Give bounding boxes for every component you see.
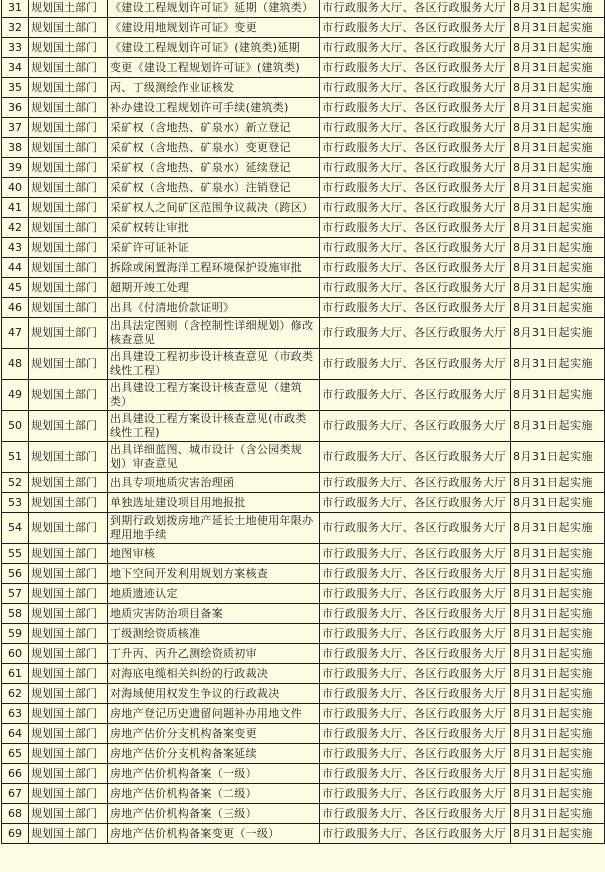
service-item-cell: 采矿许可证补证 <box>108 238 320 258</box>
table-row <box>2 473 605 493</box>
row-number: 43 <box>2 238 29 258</box>
location-cell: 市行政服务大厅、各区行政服务大厅 <box>320 684 511 704</box>
department-cell: 规划国土部门 <box>29 704 108 724</box>
service-item-cell: 采矿权人之间矿区范围争议裁决（跨区） <box>108 198 320 218</box>
location-cell: 市行政服务大厅、各区行政服务大厅 <box>320 704 511 724</box>
effective-date-cell: 8月31日起实施 <box>511 158 605 178</box>
department-cell: 规划国土部门 <box>29 380 108 411</box>
location-cell: 市行政服务大厅、各区行政服务大厅 <box>320 118 511 138</box>
row-number: 45 <box>2 278 29 298</box>
service-item-cell: 到期行政划拨房地产延长土地使用年限办理用地手续 <box>108 513 320 544</box>
table-row <box>2 98 605 118</box>
service-item-cell: 房地产估价机构备案（一级） <box>108 764 320 784</box>
service-item-cell: 出具建设工程方案设计核查意见（建筑类） <box>108 380 320 411</box>
table-row <box>2 258 605 278</box>
department-cell: 规划国土部门 <box>29 624 108 644</box>
row-number: 58 <box>2 604 29 624</box>
location-cell: 市行政服务大厅、各区行政服务大厅 <box>320 198 511 218</box>
effective-date-cell: 8月31日起实施 <box>511 513 605 544</box>
service-item-cell: 丁级测绘资质核准 <box>108 624 320 644</box>
department-cell: 规划国土部门 <box>29 58 108 78</box>
table-row <box>2 238 605 258</box>
service-item-cell: 超期开竣工处理 <box>108 278 320 298</box>
service-item-cell: 补办建设工程规划许可手续(建筑类) <box>108 98 320 118</box>
service-item-cell: 地下空间开发利用规划方案核查 <box>108 564 320 584</box>
department-cell: 规划国土部门 <box>29 584 108 604</box>
table-row <box>2 764 605 784</box>
effective-date-cell: 8月31日起实施 <box>511 198 605 218</box>
table-row <box>2 744 605 764</box>
department-cell: 规划国土部门 <box>29 493 108 513</box>
table-row <box>2 318 605 349</box>
location-cell: 市行政服务大厅、各区行政服务大厅 <box>320 0 511 18</box>
table-row <box>2 380 605 411</box>
table-row <box>2 118 605 138</box>
effective-date-cell: 8月31日起实施 <box>511 298 605 318</box>
row-number: 56 <box>2 564 29 584</box>
table-row <box>2 624 605 644</box>
department-cell: 规划国土部门 <box>29 604 108 624</box>
row-number: 67 <box>2 784 29 804</box>
service-item-cell: 地质灾害防治项目备案 <box>108 604 320 624</box>
service-item-cell: 采矿权转让审批 <box>108 218 320 238</box>
table-row <box>2 349 605 380</box>
location-cell: 市行政服务大厅、各区行政服务大厅 <box>320 824 511 844</box>
table-row <box>2 804 605 824</box>
location-cell: 市行政服务大厅、各区行政服务大厅 <box>320 624 511 644</box>
effective-date-cell: 8月31日起实施 <box>511 644 605 664</box>
department-cell: 规划国土部门 <box>29 258 108 278</box>
service-item-cell: 房地产估价分支机构备案变更 <box>108 724 320 744</box>
table-row <box>2 38 605 58</box>
row-number: 40 <box>2 178 29 198</box>
department-cell: 规划国土部门 <box>29 98 108 118</box>
department-cell: 规划国土部门 <box>29 724 108 744</box>
effective-date-cell: 8月31日起实施 <box>511 18 605 38</box>
effective-date-cell: 8月31日起实施 <box>511 138 605 158</box>
effective-date-cell: 8月31日起实施 <box>511 380 605 411</box>
service-item-cell: 房地产登记历史遗留问题补办用地文件 <box>108 704 320 724</box>
table-row <box>2 564 605 584</box>
location-cell: 市行政服务大厅、各区行政服务大厅 <box>320 764 511 784</box>
location-cell: 市行政服务大厅、各区行政服务大厅 <box>320 724 511 744</box>
table-row <box>2 411 605 442</box>
service-item-cell: 拆除或闲置海洋工程环境保护设施审批 <box>108 258 320 278</box>
effective-date-cell: 8月31日起实施 <box>511 744 605 764</box>
row-number: 61 <box>2 664 29 684</box>
department-cell: 规划国土部门 <box>29 138 108 158</box>
row-number: 57 <box>2 584 29 604</box>
effective-date-cell: 8月31日起实施 <box>511 78 605 98</box>
location-cell: 市行政服务大厅、各区行政服务大厅 <box>320 238 511 258</box>
department-cell: 规划国土部门 <box>29 18 108 38</box>
row-number: 35 <box>2 78 29 98</box>
department-cell: 规划国土部门 <box>29 473 108 493</box>
effective-date-cell: 8月31日起实施 <box>511 804 605 824</box>
service-item-cell: 出具法定图则（含控制性详细规划）修改核查意见 <box>108 318 320 349</box>
location-cell: 市行政服务大厅、各区行政服务大厅 <box>320 644 511 664</box>
location-cell: 市行政服务大厅、各区行政服务大厅 <box>320 58 511 78</box>
service-item-cell: 对海域使用权发生争议的行政裁决 <box>108 684 320 704</box>
service-item-cell: 对海底电缆相关纠纷的行政裁决 <box>108 664 320 684</box>
effective-date-cell: 8月31日起实施 <box>511 724 605 744</box>
department-cell: 规划国土部门 <box>29 178 108 198</box>
row-number: 32 <box>2 18 29 38</box>
table-row <box>2 644 605 664</box>
department-cell: 规划国土部门 <box>29 824 108 844</box>
effective-date-cell: 8月31日起实施 <box>511 278 605 298</box>
location-cell: 市行政服务大厅、各区行政服务大厅 <box>320 138 511 158</box>
effective-date-cell: 8月31日起实施 <box>511 218 605 238</box>
department-cell: 规划国土部门 <box>29 158 108 178</box>
service-item-cell: 丙、丁级测绘作业证核发 <box>108 78 320 98</box>
location-cell: 市行政服务大厅、各区行政服务大厅 <box>320 411 511 442</box>
effective-date-cell: 8月31日起实施 <box>511 704 605 724</box>
effective-date-cell: 8月31日起实施 <box>511 493 605 513</box>
location-cell: 市行政服务大厅、各区行政服务大厅 <box>320 473 511 493</box>
service-item-cell: 房地产估价机构备案（三级） <box>108 804 320 824</box>
location-cell: 市行政服务大厅、各区行政服务大厅 <box>320 784 511 804</box>
table-row <box>2 278 605 298</box>
location-cell: 市行政服务大厅、各区行政服务大厅 <box>320 664 511 684</box>
row-number: 49 <box>2 380 29 411</box>
location-cell: 市行政服务大厅、各区行政服务大厅 <box>320 298 511 318</box>
service-item-cell: 丁升丙、丙升乙测绘资质初审 <box>108 644 320 664</box>
department-cell: 规划国土部门 <box>29 198 108 218</box>
location-cell: 市行政服务大厅、各区行政服务大厅 <box>320 564 511 584</box>
effective-date-cell: 8月31日起实施 <box>511 784 605 804</box>
department-cell: 规划国土部门 <box>29 744 108 764</box>
row-number: 31 <box>2 0 29 18</box>
effective-date-cell: 8月31日起实施 <box>511 38 605 58</box>
effective-date-cell: 8月31日起实施 <box>511 624 605 644</box>
effective-date-cell: 8月31日起实施 <box>511 0 605 18</box>
effective-date-cell: 8月31日起实施 <box>511 238 605 258</box>
service-item-cell: 单独选址建设项目用地报批 <box>108 493 320 513</box>
effective-date-cell: 8月31日起实施 <box>511 118 605 138</box>
row-number: 69 <box>2 824 29 844</box>
location-cell: 市行政服务大厅、各区行政服务大厅 <box>320 442 511 473</box>
location-cell: 市行政服务大厅、各区行政服务大厅 <box>320 380 511 411</box>
department-cell: 规划国土部门 <box>29 238 108 258</box>
table-row <box>2 298 605 318</box>
table-row <box>2 604 605 624</box>
row-number: 47 <box>2 318 29 349</box>
location-cell: 市行政服务大厅、各区行政服务大厅 <box>320 38 511 58</box>
location-cell: 市行政服务大厅、各区行政服务大厅 <box>320 513 511 544</box>
table-row <box>2 58 605 78</box>
table-row <box>2 544 605 564</box>
effective-date-cell: 8月31日起实施 <box>511 604 605 624</box>
service-item-cell: 变更《建设工程规划许可证》(建筑类) <box>108 58 320 78</box>
row-number: 37 <box>2 118 29 138</box>
service-item-cell: 地图审核 <box>108 544 320 564</box>
table-row <box>2 158 605 178</box>
effective-date-cell: 8月31日起实施 <box>511 349 605 380</box>
row-number: 53 <box>2 493 29 513</box>
row-number: 42 <box>2 218 29 238</box>
table-row <box>2 178 605 198</box>
row-number: 63 <box>2 704 29 724</box>
row-number: 50 <box>2 411 29 442</box>
location-cell: 市行政服务大厅、各区行政服务大厅 <box>320 18 511 38</box>
service-item-cell: 房地产估价分支机构备案延续 <box>108 744 320 764</box>
row-number: 36 <box>2 98 29 118</box>
effective-date-cell: 8月31日起实施 <box>511 584 605 604</box>
department-cell: 规划国土部门 <box>29 318 108 349</box>
effective-date-cell: 8月31日起实施 <box>511 473 605 493</box>
department-cell: 规划国土部门 <box>29 684 108 704</box>
service-item-cell: 《建设用地规划许可证》变更 <box>108 18 320 38</box>
department-cell: 规划国土部门 <box>29 0 108 18</box>
row-number: 65 <box>2 744 29 764</box>
service-item-cell: 房地产估价机构备案变更（一级） <box>108 824 320 844</box>
table-row <box>2 493 605 513</box>
table-row <box>2 664 605 684</box>
location-cell: 市行政服务大厅、各区行政服务大厅 <box>320 98 511 118</box>
service-item-cell: 房地产估价机构备案（二级） <box>108 784 320 804</box>
row-number: 39 <box>2 158 29 178</box>
department-cell: 规划国土部门 <box>29 442 108 473</box>
table-row <box>2 784 605 804</box>
department-cell: 规划国土部门 <box>29 38 108 58</box>
row-number: 66 <box>2 764 29 784</box>
row-number: 60 <box>2 644 29 664</box>
services-table <box>1 0 605 844</box>
service-item-cell: 出具建设工程方案设计核查意见(市政类线性工程) <box>108 411 320 442</box>
service-item-cell: 采矿权（含地热、矿泉水）变更登记 <box>108 138 320 158</box>
location-cell: 市行政服务大厅、各区行政服务大厅 <box>320 278 511 298</box>
row-number: 48 <box>2 349 29 380</box>
row-number: 55 <box>2 544 29 564</box>
row-number: 46 <box>2 298 29 318</box>
department-cell: 规划国土部门 <box>29 784 108 804</box>
department-cell: 规划国土部门 <box>29 118 108 138</box>
department-cell: 规划国土部门 <box>29 644 108 664</box>
service-item-cell: 采矿权（含地热、矿泉水）延续登记 <box>108 158 320 178</box>
effective-date-cell: 8月31日起实施 <box>511 58 605 78</box>
service-item-cell: 《建设工程规划许可证》(建筑类)延期 <box>108 38 320 58</box>
effective-date-cell: 8月31日起实施 <box>511 824 605 844</box>
table-row <box>2 684 605 704</box>
department-cell: 规划国土部门 <box>29 218 108 238</box>
location-cell: 市行政服务大厅、各区行政服务大厅 <box>320 804 511 824</box>
table-row <box>2 218 605 238</box>
effective-date-cell: 8月31日起实施 <box>511 98 605 118</box>
location-cell: 市行政服务大厅、各区行政服务大厅 <box>320 178 511 198</box>
effective-date-cell: 8月31日起实施 <box>511 764 605 784</box>
table-row <box>2 18 605 38</box>
effective-date-cell: 8月31日起实施 <box>511 544 605 564</box>
table-row <box>2 513 605 544</box>
effective-date-cell: 8月31日起实施 <box>511 442 605 473</box>
service-item-cell: 出具《付清地价款证明》 <box>108 298 320 318</box>
location-cell: 市行政服务大厅、各区行政服务大厅 <box>320 349 511 380</box>
department-cell: 规划国土部门 <box>29 764 108 784</box>
row-number: 38 <box>2 138 29 158</box>
effective-date-cell: 8月31日起实施 <box>511 564 605 584</box>
department-cell: 规划国土部门 <box>29 411 108 442</box>
location-cell: 市行政服务大厅、各区行政服务大厅 <box>320 78 511 98</box>
effective-date-cell: 8月31日起实施 <box>511 258 605 278</box>
department-cell: 规划国土部门 <box>29 564 108 584</box>
table-body <box>2 0 605 844</box>
department-cell: 规划国土部门 <box>29 78 108 98</box>
effective-date-cell: 8月31日起实施 <box>511 684 605 704</box>
row-number: 59 <box>2 624 29 644</box>
row-number: 51 <box>2 442 29 473</box>
table-row <box>2 824 605 844</box>
department-cell: 规划国土部门 <box>29 664 108 684</box>
location-cell: 市行政服务大厅、各区行政服务大厅 <box>320 544 511 564</box>
location-cell: 市行政服务大厅、各区行政服务大厅 <box>320 584 511 604</box>
department-cell: 规划国土部门 <box>29 544 108 564</box>
location-cell: 市行政服务大厅、各区行政服务大厅 <box>320 318 511 349</box>
department-cell: 规划国土部门 <box>29 278 108 298</box>
table-row <box>2 198 605 218</box>
service-item-cell: 采矿权（含地热、矿泉水）新立登记 <box>108 118 320 138</box>
location-cell: 市行政服务大厅、各区行政服务大厅 <box>320 158 511 178</box>
effective-date-cell: 8月31日起实施 <box>511 178 605 198</box>
row-number: 54 <box>2 513 29 544</box>
service-item-cell: 出具专项地质灾害治理函 <box>108 473 320 493</box>
row-number: 34 <box>2 58 29 78</box>
location-cell: 市行政服务大厅、各区行政服务大厅 <box>320 218 511 238</box>
table-row <box>2 138 605 158</box>
effective-date-cell: 8月31日起实施 <box>511 664 605 684</box>
row-number: 68 <box>2 804 29 824</box>
effective-date-cell: 8月31日起实施 <box>511 318 605 349</box>
location-cell: 市行政服务大厅、各区行政服务大厅 <box>320 493 511 513</box>
service-item-cell: 采矿权（含地热、矿泉水）注销登记 <box>108 178 320 198</box>
table-row <box>2 724 605 744</box>
location-cell: 市行政服务大厅、各区行政服务大厅 <box>320 258 511 278</box>
service-item-cell: 出具建设工程初步设计核查意见（市政类线性工程） <box>108 349 320 380</box>
table-row <box>2 584 605 604</box>
department-cell: 规划国土部门 <box>29 513 108 544</box>
department-cell: 规划国土部门 <box>29 349 108 380</box>
service-item-cell: 《建设工程规划许可证》延期（建筑类） <box>108 0 320 18</box>
table-row <box>2 442 605 473</box>
row-number: 62 <box>2 684 29 704</box>
service-item-cell: 地质遗迹认定 <box>108 584 320 604</box>
table-row <box>2 704 605 724</box>
row-number: 52 <box>2 473 29 493</box>
location-cell: 市行政服务大厅、各区行政服务大厅 <box>320 604 511 624</box>
table-row <box>2 78 605 98</box>
location-cell: 市行政服务大厅、各区行政服务大厅 <box>320 744 511 764</box>
table-row <box>2 0 605 18</box>
row-number: 41 <box>2 198 29 218</box>
row-number: 64 <box>2 724 29 744</box>
department-cell: 规划国土部门 <box>29 298 108 318</box>
department-cell: 规划国土部门 <box>29 804 108 824</box>
service-item-cell: 出具详细蓝图、城市设计（含公园类规划）审查意见 <box>108 442 320 473</box>
effective-date-cell: 8月31日起实施 <box>511 411 605 442</box>
row-number: 44 <box>2 258 29 278</box>
row-number: 33 <box>2 38 29 58</box>
